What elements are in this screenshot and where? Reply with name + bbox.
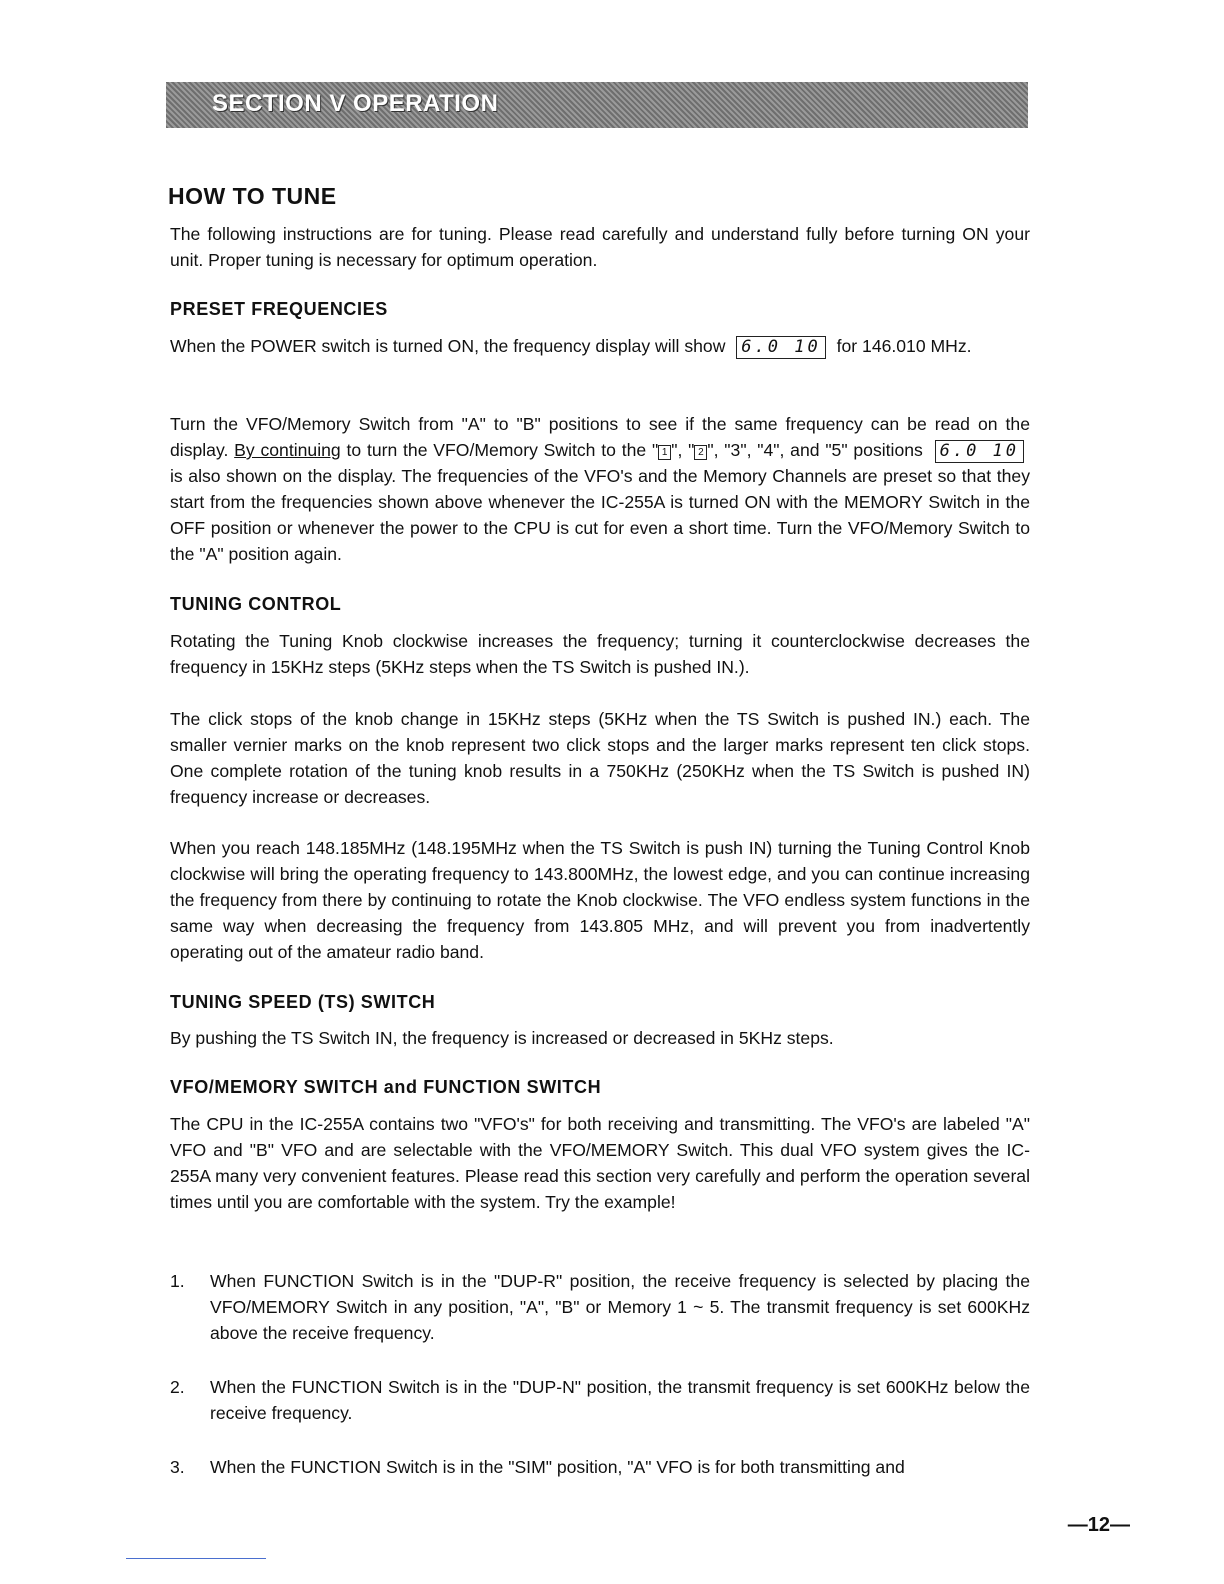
- preset-p2-text-b: to turn the VFO/Memory Switch to the ": [346, 440, 659, 460]
- list-item: [170, 1454, 1030, 1480]
- section-banner: [166, 82, 1028, 128]
- preset-p2-underlined: By continuing: [234, 440, 341, 460]
- tuning-speed-heading: TUNING SPEED (TS) SWITCH: [170, 992, 436, 1012]
- frequency-display: 6.0 10: [736, 336, 825, 359]
- preset-paragraph-1: [170, 333, 1030, 359]
- preset-paragraph-2: [170, 411, 1030, 567]
- step-text: When the FUNCTION Switch is in the "SIM" position, "A" VFO is for both transmitting and: [210, 1457, 905, 1477]
- preset-p2-text-d: ", "3", "4", and "5" positions: [707, 440, 923, 460]
- function-steps-list: [170, 1268, 1030, 1480]
- vfo-memory-heading: VFO/MEMORY SWITCH and FUNCTION SWITCH: [170, 1077, 602, 1097]
- section-title: SECTION V OPERATION: [212, 90, 499, 117]
- tuning-control-heading: TUNING CONTROL: [170, 594, 342, 614]
- tuning-control-paragraph-3: When you reach 148.185MHz (148.195MHz when the TS Switch is push IN) turning the Tuning Control Knob clockwise will bring the operating frequency to 143.800MHz, the lowest edge, and you can continue increasing the frequency from there by continuing to rotate the Knob clockwise. The VFO endless system functions in the same way when decreasing the frequency from 143.805 MHz, and will prevent you from inadvertently operating out of the amateur radio band.: [170, 838, 1030, 962]
- list-item: [170, 1268, 1030, 1346]
- step-number: 2.: [170, 1377, 185, 1397]
- vfo-memory-paragraph: The CPU in the IC-255A contains two "VFO's" for both receiving and transmitting. The VFO's are labeled "A" VFO and "B" VFO and are selectable with the VFO/MEMORY Switch. This dual VFO system gives the IC-255A many very convenient features. Please read this section very carefully and perform the operation several times until you are comfortable with the system. Try the example!: [170, 1114, 1030, 1212]
- memory-2-box: 2: [694, 445, 707, 460]
- tuning-speed-paragraph: By pushing the TS Switch IN, the frequency is increased or decreased in 5KHz steps.: [170, 1028, 834, 1048]
- preset-p1-text-b: for 146.010 MHz.: [836, 336, 972, 356]
- frequency-display-2: 6.0 10: [935, 440, 1024, 463]
- step-number: 3.: [170, 1457, 185, 1477]
- memory-1-box: 1: [658, 445, 671, 460]
- tuning-control-paragraph-2: The click stops of the knob change in 15KHz steps (5KHz when the TS Switch is pushed IN.) each. The smaller vernier marks on the knob represent two click stops and the larger marks represent ten click stops. One complete rotation of the tuning knob results in a 750KHz (250KHz when the TS Switch is pushed IN) frequency increase or decreases.: [170, 709, 1030, 807]
- preset-p1-text-a: When the POWER switch is turned ON, the frequency display will show: [170, 336, 726, 356]
- tuning-control-paragraph-1: Rotating the Tuning Knob clockwise increases the frequency; turning it counterclockwise decreases the frequency in 15KHz steps (5KHz steps when the TS Switch is pushed IN.).: [170, 631, 1030, 677]
- preset-frequencies-heading: PRESET FREQUENCIES: [170, 299, 388, 319]
- intro-paragraph: The following instructions are for tuning. Please read carefully and understand fully before turning ON your unit. Proper tuning is necessary for optimum operation.: [170, 224, 1030, 270]
- list-item: [170, 1374, 1030, 1426]
- preset-p2-text-c: ", ": [671, 440, 695, 460]
- preset-p2-text-a: Turn the VFO/Memory Switch from "A" to "B" positions to see if the same frequency can be read on the display.: [170, 414, 1030, 460]
- preset-p2-text-e: is also shown on the display. The frequencies of the VFO's and the Memory Channels are preset so that they start from the frequencies shown above whenever the IC-255A is turned ON with the MEMORY Switch in the OFF position or whenever the power to the CPU is cut for even a short time. Turn the VFO/Memory Switch to the "A" position again.: [170, 466, 1030, 564]
- page-heading: HOW TO TUNE: [168, 183, 337, 209]
- step-text: When FUNCTION Switch is in the "DUP-R" position, the receive frequency is selected by placing the VFO/MEMORY Switch in any position, "A", "B" or Memory 1 ~ 5. The transmit frequency is set 600KHz above the receive frequency.: [210, 1271, 1030, 1343]
- step-text: When the FUNCTION Switch is in the "DUP-N" position, the transmit frequency is set 600KHz below the receive frequency.: [210, 1377, 1030, 1423]
- step-number: 1.: [170, 1271, 185, 1291]
- footer-divider: [126, 1558, 266, 1559]
- page-number: —12—: [1067, 1514, 1130, 1536]
